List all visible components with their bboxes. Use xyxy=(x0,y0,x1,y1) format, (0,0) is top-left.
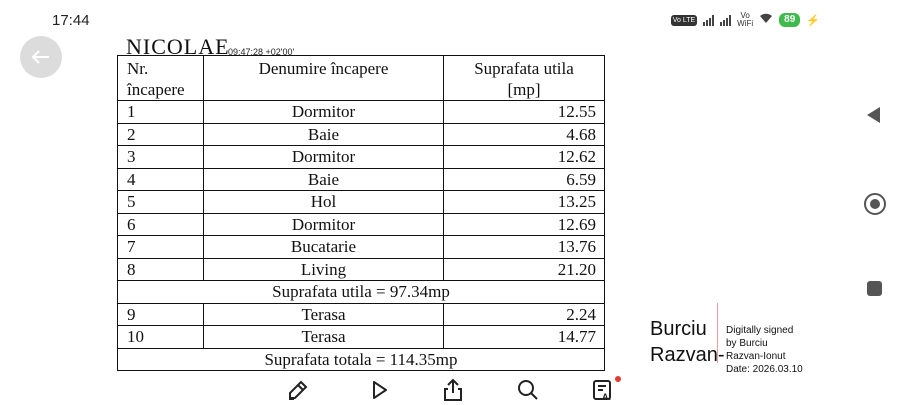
signature-note-line3: Razvan-Ionut xyxy=(726,351,786,362)
table-row: 5 Hol 13.25 xyxy=(118,191,605,214)
table-row: 8 Living 21.20 xyxy=(118,258,605,281)
wifi-calling-icon: Vo WiFi xyxy=(737,11,754,28)
signer-name-line1: Burciu xyxy=(650,318,707,340)
total-row xyxy=(118,348,605,371)
signer-name-line2: Razvan- xyxy=(650,344,725,366)
ai-document-icon xyxy=(591,378,615,402)
share-button[interactable] xyxy=(438,375,468,405)
total-text: Suprafata totala = 114.35mp xyxy=(118,348,605,371)
svg-text:AI: AI xyxy=(602,392,611,402)
edit-pen-icon xyxy=(286,378,310,402)
table-header-row xyxy=(118,56,605,101)
signature-note-line1: Digitally signed xyxy=(726,325,794,336)
nav-back-button[interactable] xyxy=(867,107,881,128)
table-row: 6 Dormitor 12.69 xyxy=(118,213,605,236)
home-circle-icon xyxy=(870,199,880,209)
volte-icon: Vo LTE xyxy=(672,16,696,24)
nav-home-button[interactable] xyxy=(864,193,886,215)
battery-indicator: 89 xyxy=(779,13,800,27)
signature-note-line4: Date: 2026.03.10 xyxy=(726,364,803,375)
subtotal-text: Suprafata utila = 97.34mp xyxy=(118,281,605,304)
document-name-fragment: NICOLAE xyxy=(126,34,230,59)
signature-note-line2: by Burciu xyxy=(726,338,768,349)
search-button[interactable] xyxy=(513,375,543,405)
ai-summary-button[interactable] xyxy=(588,375,618,405)
play-button[interactable] xyxy=(364,375,394,405)
table-row: 4 Baie 6.59 xyxy=(118,168,605,191)
subtotal-row xyxy=(118,281,605,304)
header-room-number: Nr. încapere xyxy=(118,56,204,101)
table-row: 1 Dormitor 12.55 xyxy=(118,101,605,124)
status-time: 17:44 xyxy=(52,12,90,29)
search-icon xyxy=(517,379,539,401)
table-row: 7 Bucatarie 13.76 xyxy=(118,236,605,259)
triangle-back-icon xyxy=(867,107,881,123)
share-icon xyxy=(442,378,464,402)
table-row: 10 Terasa 14.77 xyxy=(118,326,605,349)
play-icon xyxy=(368,379,390,401)
rooms-table xyxy=(117,55,605,371)
signature-stroke xyxy=(717,303,719,363)
signature-time-fragment: 09:47:28 +02'00' xyxy=(228,47,295,57)
nav-recents-button[interactable] xyxy=(867,281,882,296)
table-row: 3 Dormitor 12.62 xyxy=(118,146,605,169)
table-row: 2 Baie 4.68 xyxy=(118,123,605,146)
header-room-name: Denumire încapere xyxy=(204,56,444,101)
header-area: Suprafata utila [mp] xyxy=(444,56,605,101)
table-row: 9 Terasa 2.24 xyxy=(118,303,605,326)
bolt-icon: ⚡ xyxy=(806,14,820,27)
notification-dot xyxy=(615,376,621,382)
edit-button[interactable] xyxy=(283,375,313,405)
